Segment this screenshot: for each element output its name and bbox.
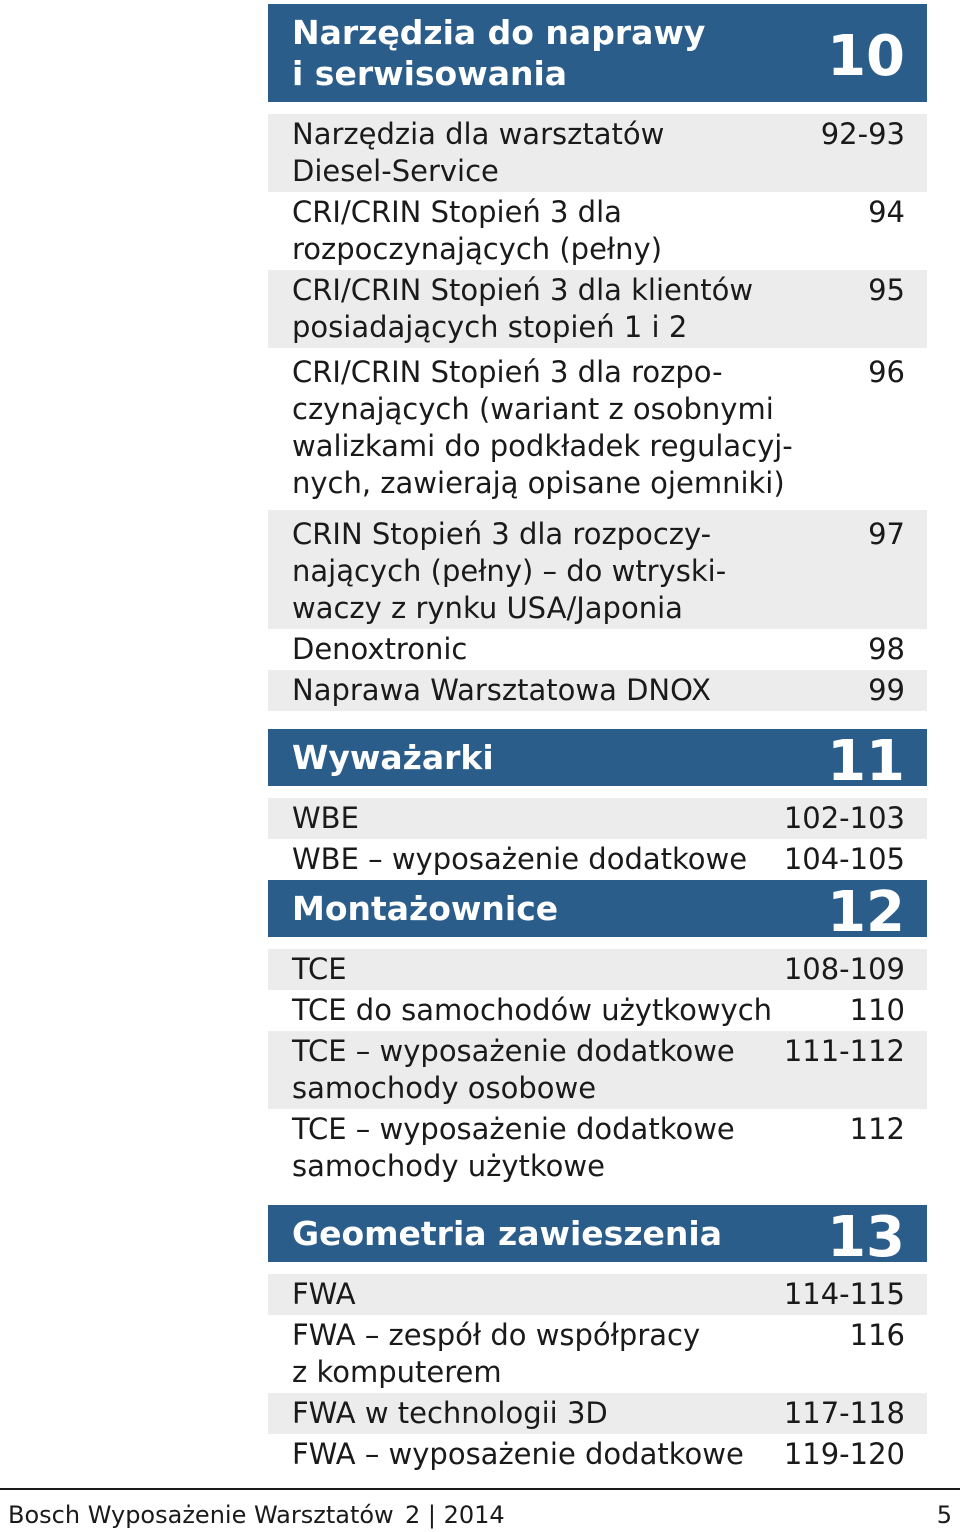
entry-pages: 116 <box>849 1318 905 1352</box>
list-item <box>268 114 927 192</box>
entry-pages: 92-93 <box>820 117 905 151</box>
entry-label: CRIN Stopień 3 dla rozpoczy- nających (pełny) – do wtryski- waczy z rynku USA/Japonia <box>292 517 727 625</box>
entry-label: Narzędzia dla warsztatów Diesel-Service <box>292 117 665 188</box>
entry-pages: 119-120 <box>783 1437 905 1471</box>
entry-label: FWA – wyposażenie dodatkowe <box>292 1437 744 1471</box>
entry-label: FWA w technologii 3D <box>292 1396 608 1430</box>
list-item <box>268 629 927 670</box>
entry-pages: 96 <box>868 355 905 389</box>
entry-pages: 117-118 <box>783 1396 905 1430</box>
entry-label: CRI/CRIN Stopień 3 dla rozpo- czynających (wariant z osobnymi walizkami do podkładek regulacyj- nych, zawierają opisane ojemniki) <box>292 355 793 500</box>
footer-page-number: 5 <box>936 1501 952 1529</box>
entry-pages: 108-109 <box>783 952 905 986</box>
entry-label: Naprawa Warsztatowa DNOX <box>292 673 711 707</box>
entry-pages: 97 <box>868 517 905 551</box>
section-header <box>268 728 927 794</box>
entry-pages: 99 <box>868 673 905 707</box>
section-title: Geometria zawieszenia <box>292 1214 722 1253</box>
section-header <box>268 879 927 945</box>
footer-issue: 2 | 2014 <box>405 1501 505 1529</box>
entry-label: TCE <box>292 952 347 986</box>
list-item <box>268 270 927 348</box>
list-item <box>268 192 927 270</box>
list-item <box>268 798 927 839</box>
entry-pages: 95 <box>868 273 905 307</box>
list-item <box>268 510 927 629</box>
section-number: 12 <box>827 879 905 945</box>
section-title: Narzędzia do naprawy i serwisowania <box>292 13 706 93</box>
section-header <box>268 4 927 102</box>
list-item <box>268 949 927 990</box>
table-of-contents <box>268 4 927 1475</box>
list-item <box>268 1434 927 1475</box>
entry-pages: 111-112 <box>783 1034 905 1068</box>
entry-label: FWA – zespół do współpracy z komputerem <box>292 1318 701 1389</box>
entry-pages: 110 <box>849 993 905 1027</box>
list-item <box>268 1274 927 1315</box>
list-item <box>268 670 927 711</box>
entry-pages: 98 <box>868 632 905 666</box>
list-item <box>268 1315 927 1393</box>
list-item <box>268 1109 927 1187</box>
section-header <box>268 1204 927 1270</box>
section-number: 11 <box>827 728 905 794</box>
list-item <box>268 1393 927 1434</box>
entry-pages: 102-103 <box>783 801 905 835</box>
entry-pages: 94 <box>868 195 905 229</box>
list-item <box>268 348 927 510</box>
list-item <box>268 990 927 1031</box>
section-title: Wyważarki <box>292 738 494 777</box>
entry-label: CRI/CRIN Stopień 3 dla rozpoczynających (pełny) <box>292 195 663 266</box>
entry-label: WBE – wyposażenie dodatkowe <box>292 842 748 876</box>
list-item <box>268 839 927 880</box>
entry-label: TCE – wyposażenie dodatkowe samochody osobowe <box>292 1034 735 1105</box>
entry-label: WBE <box>292 801 359 835</box>
entry-label: Denoxtronic <box>292 632 468 666</box>
footer-publication: Bosch Wyposażenie Warsztatów <box>8 1501 394 1529</box>
entry-pages: 112 <box>849 1112 905 1146</box>
entry-label: FWA <box>292 1277 356 1311</box>
section-number: 13 <box>827 1204 905 1270</box>
list-item <box>268 1031 927 1109</box>
entry-pages: 114-115 <box>783 1277 905 1311</box>
entry-pages: 104-105 <box>783 842 905 876</box>
entry-label: CRI/CRIN Stopień 3 dla klientów posiadających stopień 1 i 2 <box>292 273 754 344</box>
entry-label: TCE – wyposażenie dodatkowe samochody użytkowe <box>292 1112 735 1183</box>
page-footer <box>0 1488 960 1529</box>
entry-label: TCE do samochodów użytkowych <box>292 993 773 1027</box>
section-title: Montażownice <box>292 889 559 928</box>
section-number: 10 <box>827 24 905 89</box>
